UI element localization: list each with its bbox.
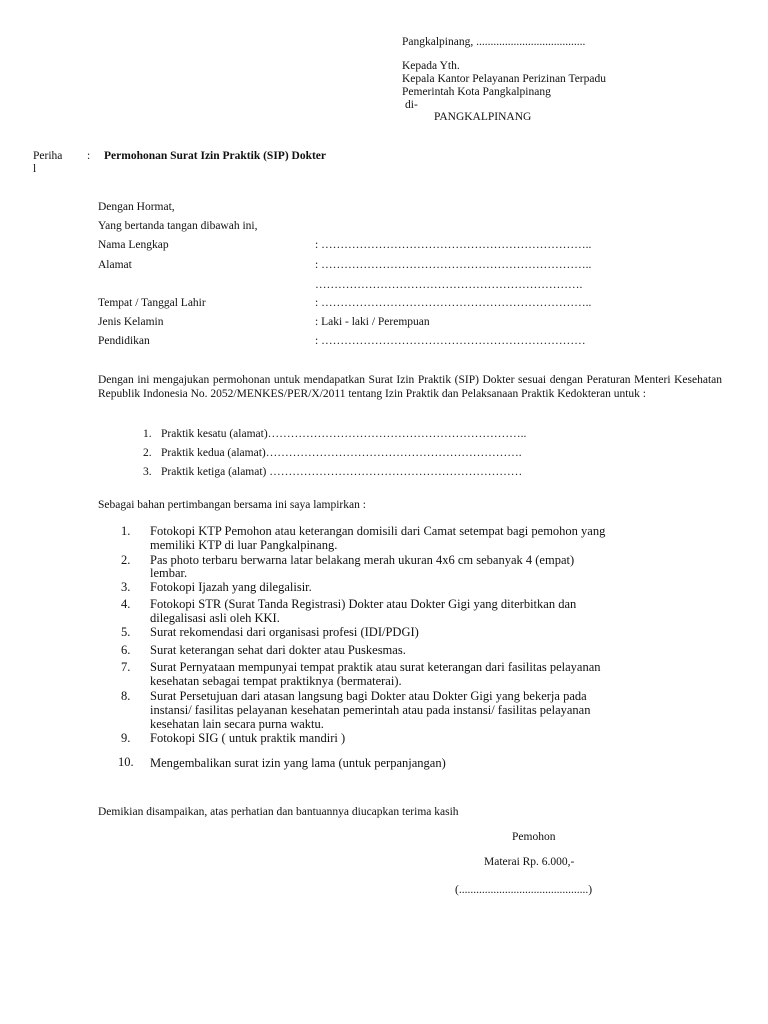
intro: Yang bertanda tangan dibawah ini, xyxy=(98,220,258,232)
subject-title: Permohonan Surat Izin Praktik (SIP) Dokter xyxy=(104,150,327,162)
practice-text: Praktik ketiga (alamat) ………………………………………………………… xyxy=(161,466,523,478)
field-value: : …………………………………………………………….. xyxy=(315,239,592,251)
attachment-number: 7. xyxy=(121,660,131,674)
attachment-number: 2. xyxy=(121,553,131,567)
field-value: : …………………………………………………………….. xyxy=(315,297,592,309)
signature-line: (.............................................) xyxy=(455,884,593,896)
attachment-number: 1. xyxy=(121,524,131,538)
practice-number: 1. xyxy=(143,428,152,440)
attachment-number: 6. xyxy=(121,643,131,657)
attachment-line: Fotokopi KTP Pemohon atau keterangan domisili dari Camat setempat bagi pemohon yang xyxy=(150,524,606,538)
attachment-line: Fotokopi SIG ( untuk praktik mandiri ) xyxy=(150,731,346,745)
stamp-label: Materai Rp. 6.000,- xyxy=(484,856,575,868)
attachment-number: 5. xyxy=(121,625,131,639)
closing-text: Demikian disampaikan, atas perhatian dan bantuannya diucapkan terima kasih xyxy=(98,806,459,818)
attachment-number: 4. xyxy=(121,597,131,611)
attachment-line: Fotokopi STR (Surat Tanda Registrasi) Dokter atau Dokter Gigi yang diterbitkan dan xyxy=(150,597,577,611)
subject-colon: : xyxy=(87,150,91,162)
subject-label: Periha xyxy=(33,150,63,162)
signer-label: Pemohon xyxy=(512,831,556,843)
field-value: ……………………………………………………………. xyxy=(315,279,583,291)
attachment-number: 8. xyxy=(121,689,131,703)
recipient-line-1: Kepala Kantor Pelayanan Perizinan Terpadu xyxy=(402,73,606,85)
practice-text: Praktik kesatu (alamat)………………………………………………………….. xyxy=(161,428,527,440)
attachment-number: 3. xyxy=(121,580,131,594)
attachment-line: Surat Pernyataan mempunyai tempat praktik atau surat keterangan dari fasilitas pelayanan xyxy=(150,660,601,674)
field-label: Pendidikan xyxy=(98,335,150,347)
attachment-number: 10. xyxy=(118,755,134,769)
field-label: Jenis Kelamin xyxy=(98,316,164,328)
practice-number: 3. xyxy=(143,466,152,478)
attachment-line: kesehatan sebagai tempat praktiknya (bermaterai). xyxy=(150,674,402,688)
place-date: Pangkalpinang, ...................................... xyxy=(402,36,586,48)
practice-number: 2. xyxy=(143,447,152,459)
subject-label-wrap: l xyxy=(33,163,37,175)
field-label: Tempat / Tanggal Lahir xyxy=(98,297,206,309)
practice-text: Praktik kedua (alamat)…………………………………………………………. xyxy=(161,447,522,459)
attachment-line: Fotokopi Ijazah yang dilegalisir. xyxy=(150,580,312,594)
attachment-line: memiliki KTP di luar Pangkalpinang. xyxy=(150,538,338,552)
field-value: : Laki - laki / Perempuan xyxy=(315,316,430,328)
attachment-line: kesehatan lain secara purna waktu. xyxy=(150,717,324,731)
request-paragraph: Dengan ini mengajukan permohonan untuk mendapatkan Surat Izin Praktik (SIP) Dokter sesuai dengan Peraturan Menteri Kesehatan Republik Indonesia No. 2052/MENKES/PER/X/2011 tentang Izin Praktik dan Pelaksanaan Praktik Kedokteran untuk : xyxy=(98,374,722,400)
attachments-intro: Sebagai bahan pertimbangan bersama ini saya lampirkan : xyxy=(98,499,366,511)
attachment-line: Pas photo terbaru berwarna latar belakang merah ukuran 4x6 cm sebanyak 4 (empat) xyxy=(150,553,575,567)
greeting: Dengan Hormat, xyxy=(98,201,175,213)
attachment-line: lembar. xyxy=(150,566,188,580)
recipient-label: Kepada Yth. xyxy=(402,60,460,72)
field-label: Alamat xyxy=(98,259,132,271)
attachment-line: Surat keterangan sehat dari dokter atau Puskesmas. xyxy=(150,643,406,657)
field-label: Nama Lengkap xyxy=(98,239,169,251)
attachment-line: Surat Persetujuan dari atasan langsung bagi Dokter atau Dokter Gigi yang bekerja pada xyxy=(150,689,587,703)
attachment-line: Mengembalikan surat izin yang lama (untuk perpanjangan) xyxy=(150,756,446,770)
attachment-number: 9. xyxy=(121,731,131,745)
recipient-city: PANGKALPINANG xyxy=(434,111,532,123)
attachment-line: instansi/ fasilitas pelayanan kesehatan pemerintah atau pada instansi/ fasilitas pelayanan xyxy=(150,703,591,717)
recipient-line-2: Pemerintah Kota Pangkalpinang xyxy=(402,86,551,98)
field-value: : …………………………………………………………….. xyxy=(315,259,592,271)
recipient-di: di- xyxy=(405,99,418,111)
field-value: : …………………………………………………………… xyxy=(315,335,586,347)
attachment-line: Surat rekomendasi dari organisasi profesi (IDI/PDGI) xyxy=(150,625,419,639)
attachment-line: dilegalisasi asli oleh KKI. xyxy=(150,611,280,625)
